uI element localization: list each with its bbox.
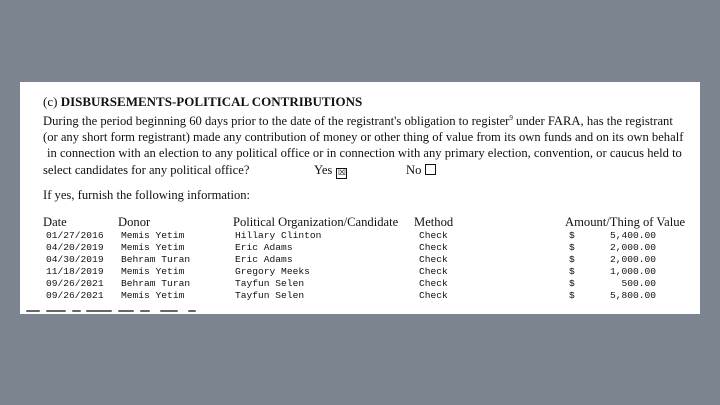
cell-method: Check <box>419 242 448 253</box>
question-line-3: in connection with an election to any political office or in connection with any primary election, convention, or caucus held to <box>47 146 682 161</box>
cell-date: 09/26/2021 <box>46 290 104 301</box>
cell-amount: 2,000.00 <box>609 242 656 253</box>
cell-donor: Memis Yetim <box>121 266 185 277</box>
cell-date: 01/27/2016 <box>46 230 104 241</box>
cropped-next-line <box>20 308 700 314</box>
cell-currency: $ <box>569 266 575 277</box>
cell-method: Check <box>419 254 448 265</box>
cell-currency: $ <box>569 242 575 253</box>
cell-organization: Tayfun Selen <box>235 278 305 289</box>
question-line-1-a: During the period beginning 60 days prior to the date of the registrant's obligation to register <box>43 114 510 128</box>
cell-organization: Hillary Clinton <box>235 230 322 241</box>
header-method: Method <box>414 215 454 229</box>
cell-organization: Gregory Meeks <box>235 266 310 277</box>
table-row <box>20 266 700 278</box>
cell-donor: Behram Turan <box>121 254 191 265</box>
cell-donor: Memis Yetim <box>121 242 185 253</box>
section-heading <box>43 94 362 110</box>
section-title: DISBURSEMENTS-POLITICAL CONTRIBUTIONS <box>60 94 363 109</box>
cell-amount: 500.00 <box>621 278 656 289</box>
no-option <box>406 163 436 178</box>
yes-checkbox <box>336 168 347 179</box>
cell-amount: 5,800.00 <box>609 290 656 301</box>
header-organization: Political Organization/Candidate <box>233 215 399 229</box>
cell-amount: 1,000.00 <box>609 266 656 277</box>
cell-method: Check <box>419 230 448 241</box>
question-line-1-b: under FARA, has the registrant <box>512 114 673 128</box>
cell-date: 04/20/2019 <box>46 242 104 253</box>
question-line-4: select candidates for any political office? <box>43 162 250 177</box>
table-row <box>20 254 700 266</box>
yes-label: Yes <box>314 163 333 177</box>
table-row <box>20 278 700 290</box>
document-excerpt <box>20 82 700 314</box>
table-row <box>20 290 700 302</box>
cell-organization: Eric Adams <box>235 254 293 265</box>
question-line-1 <box>43 113 693 129</box>
cell-date: 04/30/2019 <box>46 254 104 265</box>
section-prefix: (c) <box>43 94 61 109</box>
instruction-text: If yes, furnish the following information: <box>43 188 251 202</box>
table-row <box>20 230 700 242</box>
cell-currency: $ <box>569 290 575 301</box>
yes-option <box>314 163 347 179</box>
cell-method: Check <box>419 290 448 301</box>
cell-organization: Eric Adams <box>235 242 293 253</box>
header-amount: Amount/Thing of Value <box>565 215 686 229</box>
cell-currency: $ <box>569 254 575 265</box>
cell-method: Check <box>419 266 448 277</box>
cell-donor: Behram Turan <box>121 278 191 289</box>
no-checkbox <box>425 164 436 175</box>
cell-donor: Memis Yetim <box>121 230 185 241</box>
question-paragraph <box>43 113 693 178</box>
question-line-2: (or any short form registrant) made any contribution of money or other thing of value from its own funds and on its own behalf <box>43 130 684 145</box>
cell-currency: $ <box>569 278 575 289</box>
header-date: Date <box>43 215 67 229</box>
footnote-marker: 9 <box>509 114 513 122</box>
cell-amount: 5,400.00 <box>609 230 656 241</box>
cell-date: 11/18/2019 <box>46 266 104 277</box>
cell-currency: $ <box>569 230 575 241</box>
header-donor: Donor <box>118 215 151 229</box>
no-label: No <box>406 163 422 177</box>
checked-box-icon: ☒ <box>337 168 346 178</box>
cell-date: 09/26/2021 <box>46 278 104 289</box>
cell-method: Check <box>419 278 448 289</box>
cell-amount: 2,000.00 <box>609 254 656 265</box>
cell-organization: Tayfun Selen <box>235 290 305 301</box>
table-row <box>20 242 700 254</box>
cell-donor: Memis Yetim <box>121 290 185 301</box>
